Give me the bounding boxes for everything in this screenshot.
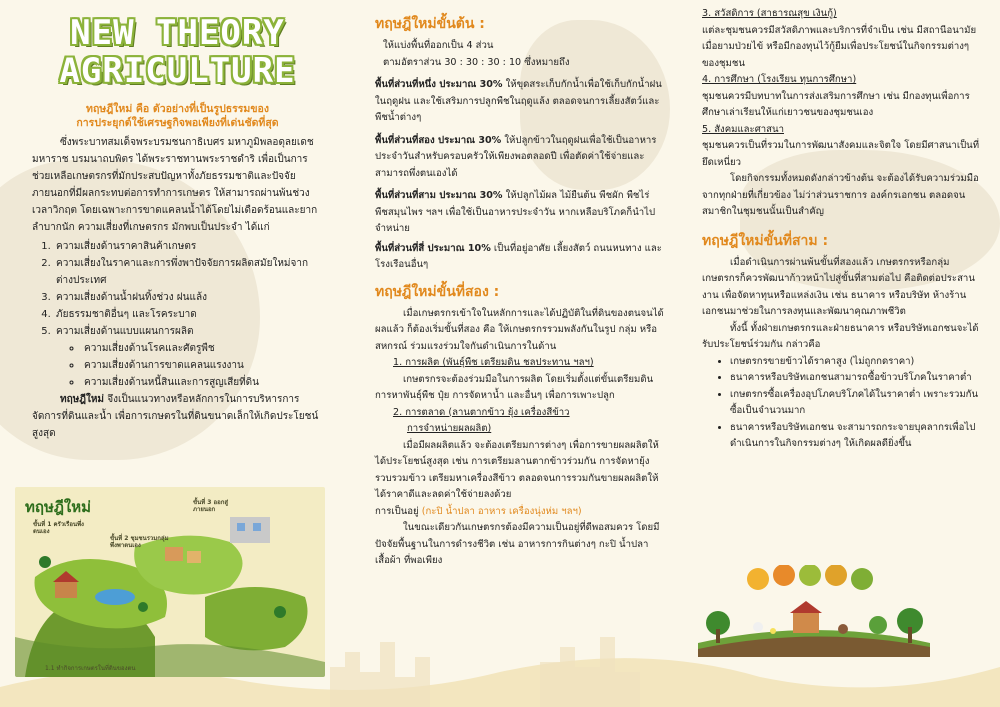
stage3-intro: เมื่อดำเนินการผ่านพ้นขั้นที่สองแล้ว เกษตรกรหรือกลุ่มเกษตรกรก็ควรพัฒนาก้าวหน้าไปสู่ขั้นที่สามต่อไป คือติดต่อประสานงาน เพื่อจัดหาทุนหรือแหล่งเงิน เช่น ธนาคาร หรือบริษัท ห้างร้านเอกชนมาช่วยในการลงทุนและพัฒนาคุณภาพชีวิต	[702, 256, 975, 317]
risk-item: 2. ความเสี่ยงในราคาและการพึ่งพาปัจจัยการผลิตสมัยใหม่จากต่างประเทศ	[54, 255, 323, 289]
closing-bold: ทฤษฎีใหม่	[60, 394, 105, 405]
diagram-title: ทฤษฎีใหม่	[25, 498, 92, 516]
item2-text-a: เมื่อมีผลผลิตแล้ว จะต้องเตรียมการต่างๆ เพื่อการขายผลผลิตให้ได้ประโยชน์สูงสุด เช่น การเตรียมลานตากข้าวร่วมกัน การจัดหายุ้งรวบรวมข้าว เตรียมหาเครื่องสีข้าว ตลอดจนการรวมกันขายผลผลิตให้ได้ราคาดีและลดค่าใช้จ่ายลงด้วย	[375, 439, 659, 500]
item2-title-a: 2. การตลาด (ลานตากข้าว ยุ้ง เครื่องสีข้าว	[393, 406, 570, 418]
area2-text: ให้ปลูกข้าวในฤดูฝนเพื่อใช้เป็นอาหารประจำวันสำหรับครอบครัวให้เพียงพอตลอดปี เพื่อตัดค่าใช้จ่ายและสามารถพึ่งตนเองได้	[375, 134, 657, 179]
stage2-intro: เมื่อเกษตรกรเข้าใจในหลักการและได้ปฏิบัติในที่ดินของตนจนได้ผลแล้ว ก็ต้องเริ่มขั้นที่สอง คือ ให้เกษตรกรรวมพลังกันในรูป กลุ่ม หรือ สหกรณ์ ร่วมแรงร่วมใจกันดำเนินการในด้าน	[375, 307, 664, 352]
farm-illustration	[698, 565, 930, 657]
stage1-intro-line1: ให้แบ่งพื้นที่ออกเป็น 4 ส่วน	[383, 40, 494, 51]
area1-label: พื้นที่ส่วนที่หนึ่ง ประมาณ 30%	[375, 79, 503, 90]
new-theory-diagram	[15, 487, 325, 677]
benefit-item: • เกษตรกรขายข้าวได้ราคาสูง (ไม่ถูกกดราคา)	[730, 354, 986, 371]
main-title-line2: AGRICULTURE	[59, 51, 296, 91]
area1-paragraph	[375, 77, 664, 127]
sub-risk-item: ◦ ความเสี่ยงด้านหนี้สินและการสูญเสียที่ดิน	[82, 374, 323, 391]
area3-label: พื้นที่ส่วนที่สาม ประมาณ 30%	[375, 190, 503, 201]
area2-paragraph	[375, 133, 664, 183]
item4-title: 4. การศึกษา (โรงเรียน ทุนการศึกษา)	[702, 74, 857, 85]
main-title-line1: NEW THEORY	[70, 13, 285, 53]
item4-text: ชุมชนควรมีบทบาทในการส่งเสริมการศึกษา เช่น มีกองทุนเพื่อการศึกษาเล่าเรียนให้แก่เยาวชนของชุมชนเอง	[702, 90, 970, 118]
area1-text: ให้ขุดสระเก็บกักน้ำเพื่อใช้เก็บกักน้ำฝนในฤดูฝน และใช้เสริมการปลูกพืชในฤดูแล้ง ตลอดจนการเลี้ยงสัตว์และพืชน้ำต่างๆ	[375, 79, 662, 123]
stage1-intro-line2: ตามอัตราส่วน 30 : 30 : 30 : 10 ซึ่งหมายถึง	[383, 56, 570, 68]
risk-item: 4. ภัยธรรมชาติอื่นๆ และโรคระบาด	[54, 306, 323, 323]
item2-text-c: ในขณะเดียวกันเกษตรกรต้องมีความเป็นอยู่ที่ดีพอสมควร โดยมีปัจจัยพื้นฐานในการดำรงชีวิต เช่น อาหารการกินต่างๆ กะปิ น้ำปลา เสื้อผ้า ที่พอเพียง	[375, 522, 660, 566]
subtitle-line2: การประยุกต์ใช้เศรษฐกิจพอเพียงที่เด่นชัดที่สุด	[76, 117, 279, 129]
item2-lead: การเป็นอยู่	[375, 505, 422, 517]
risk-item-label: ความเสี่ยงด้านแบบแผนการผลิต	[56, 326, 194, 337]
risk-item: 3. ความเสี่ยงด้านน้ำฝนทิ้งช่วง ฝนแล้ง	[54, 289, 323, 306]
closing-paragraph	[32, 391, 323, 442]
item5-closing: โดยกิจกรรมทั้งหมดดังกล่าวข้างต้น จะต้องได้รับความร่วมมือจากทุกฝ่ายที่เกี่ยวข้อง ไม่ว่าส่วนราชการ องค์กรเอกชน ตลอดจนสมาชิกในชุมชนนั้นเป็นสำคัญ	[702, 173, 979, 217]
item1-text: เกษตรกรจะต้องร่วมมือในการผลิต โดยเริ่มตั้งแต่ขั้นเตรียมดิน การหาพันธุ์พืช ปุ๋ย การจัดหาน้ำ และอื่นๆ เพื่อการเพาะปลูก	[375, 373, 654, 401]
item3-title: 3. สวัสดิการ (สาธารณสุข เงินกู้)	[702, 8, 837, 19]
risk-item: 1. ความเสี่ยงด้านราคาสินค้าเกษตร	[54, 238, 323, 255]
item3-text: แต่ละชุมชนควรมีสวัสดิภาพและบริการที่จำเป็น เช่น มีสถานีอนามัยเมื่อยามป่วยไข้ หรือมีกองทุนไว้กู้ยืมเพื่อประโยชน์ในกิจกรรมต่างๆ ของชุมชน	[702, 24, 977, 69]
subtitle-line1: ทฤษฎีใหม่ คือ ตัวอย่างที่เป็นรูปธรรมของ	[86, 103, 269, 115]
area2-label: พื้นที่ส่วนที่สอง ประมาณ 30%	[375, 134, 502, 146]
sub-risk-item: ◦ ความเสี่ยงด้านโรคและศัตรูพืช	[82, 340, 323, 357]
benefit-item: • เกษตรกรซื้อเครื่องอุปโภคบริโภคได้ในราคาต่ำ เพราะรวมกันซื้อเป็นจำนวนมาก	[730, 387, 986, 420]
area3-text: ให้ปลูกไม้ผล ไม้ยืนต้น พืชผัก พืชไร่ พืชสมุนไพร ฯลฯ เพื่อใช้เป็นอาหารประจำวัน หากเหลือบริโภคก็นำไปจำหน่าย	[375, 190, 656, 234]
stage2-heading: ทฤษฎีใหม่ขั้นที่สอง :	[375, 283, 500, 300]
subtitle	[32, 102, 323, 130]
item5-title: 5. สังคมและศาสนา	[702, 123, 784, 135]
closing-text: จึงเป็นแนวทางหรือหลักการในการบริหารการจัดการที่ดินและน้ำ เพื่อการเกษตรในที่ดินขนาดเล็กให้เกิดประโยชน์สูงสุด	[32, 394, 319, 439]
risk-item	[54, 323, 323, 391]
diagram-step3: ขั้นที่ 3 ออกสู่ภายนอก	[193, 499, 229, 513]
item2-title-b: การจำหน่ายผลผลิต)	[407, 423, 492, 434]
item2-text-b	[375, 504, 664, 521]
item1-title: 1. การผลิต (พันธุ์พืช เตรียมดิน ชลประทาน ฯลฯ)	[393, 357, 594, 368]
diagram-step2: ขั้นที่ 2 ชุมชนรวมกลุ่มพึ่งพาตนเอง	[110, 535, 169, 549]
area4-text: เป็นที่อยู่อาศัย เลี้ยงสัตว์ ถนนหนทาง และโรงเรือนอื่นๆ	[375, 242, 662, 270]
risk-list	[32, 238, 323, 391]
panel-center	[345, 0, 678, 707]
benefit-item: • ธนาคารหรือบริษัทเอกชน จะสามารถกระจายบุคลากรเพื่อไปดำเนินการในกิจกรรมต่างๆ ให้เกิดผลดียิ่งขึ้น	[730, 420, 986, 453]
stage1-heading: ทฤษฎีใหม่ขั้นต้น :	[375, 16, 485, 32]
item5-text: ชุมชนควรเป็นที่รวมในการพัฒนาสังคมและจิตใจ โดยมีศาสนาเป็นที่ยึดเหนี่ยว	[702, 140, 980, 168]
benefit-item: • ธนาคารหรือบริษัทเอกชนสามารถซื้อข้าวบริโภคในราคาต่ำ	[730, 370, 986, 387]
diagram-step1: ขั้นที่ 1 ครัวเรือนพึ่งตนเอง	[33, 521, 84, 535]
area3-paragraph	[375, 188, 664, 238]
benefit-list	[702, 354, 986, 453]
sub-risk-item: ◦ ความเสี่ยงด้านการขาดแคลนแรงงาน	[82, 357, 323, 374]
diagram-bottom-label: 1.1 ทำกิจการเกษตรในที่ดินของตน	[45, 665, 136, 672]
stage3-intro2: ทั้งนี้ ทั้งฝ่ายเกษตรกรและฝ่ายธนาคาร หรือบริษัทเอกชนจะได้รับประโยชน์ร่วมกัน กล่าวคือ	[702, 322, 979, 350]
intro-paragraph: ซึ่งพระบาทสมเด็จพระบรมชนกาธิเบศร มหาภูมิพลอดุลยเดชมหาราช บรมนาถบพิตร ได้พระราชทานพระราชดำริ เพื่อเป็นการช่วยเหลือเกษตรกรที่มักประสบปัญหาทั้งภัยธรรมชาติและปัจจัยภายนอกที่มีผลกระทบต่อการทำการเกษตร ให้สามารถผ่านพ้นช่วงเวลาวิกฤต โดยเฉพาะการขาดแคลนน้ำได้โดยไม่เดือดร้อนและยากลำบากนัก ความเสี่ยงที่เกษตรกร มักพบเป็นประจำ ได้แก่	[32, 137, 318, 233]
item2-orange-text: (กะปิ น้ำปลา อาหาร เครื่องนุ่งห่ม ฯลฯ)	[421, 505, 582, 517]
area4-label: พื้นที่ส่วนที่สี่ ประมาณ 10%	[375, 242, 491, 254]
sub-risk-list	[56, 340, 323, 391]
stage3-heading: ทฤษฎีใหม่ขั้นที่สาม :	[702, 232, 829, 249]
area4-paragraph	[375, 241, 664, 274]
